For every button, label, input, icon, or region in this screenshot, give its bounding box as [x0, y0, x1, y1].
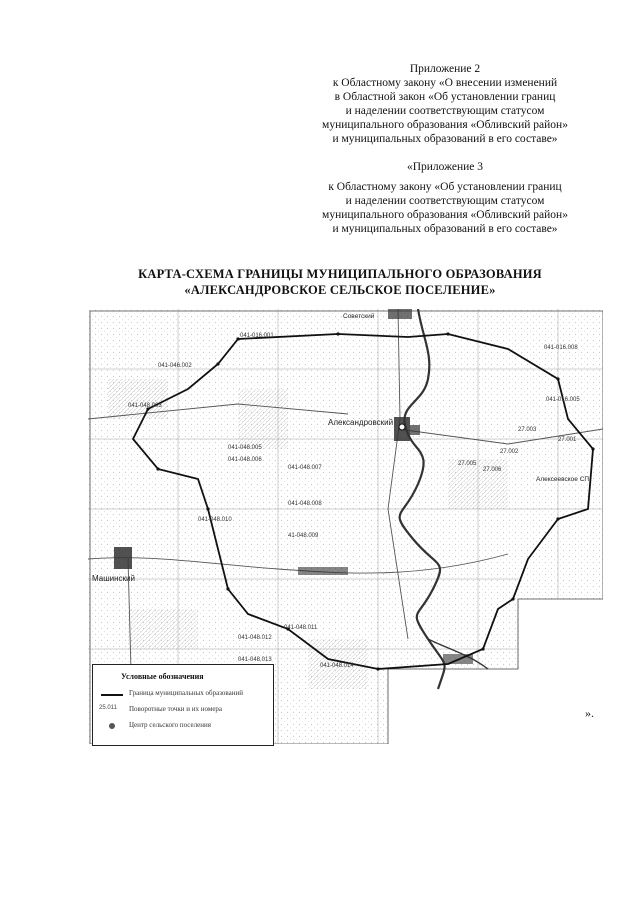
appendix-2-line: и муниципальных образований в его составе»: [332, 133, 558, 145]
boundary-point-label: 041-046.002: [158, 363, 192, 369]
appendix-2-line: муниципального образования «Обливский район»: [322, 119, 568, 131]
appendix-2-line: в Областной закон «Об установлении границ: [334, 91, 556, 103]
boundary-point-label: 27.006: [483, 467, 502, 473]
boundary-point-label: 041-048.005: [228, 445, 262, 451]
boundary-point-label: 041-016.001: [240, 333, 274, 339]
map-title-line-2: «АЛЕКСАНДРОВСКОЕ СЕЛЬСКОЕ ПОСЕЛЕНИЕ»: [184, 283, 496, 297]
settlement-label-main: Александровский: [328, 418, 394, 427]
settlement-label-east: Алексеевское СП: [536, 476, 590, 483]
boundary-point-label: 27.002: [500, 449, 519, 455]
map-blank-area: [519, 600, 603, 744]
appendix-3-title: «Приложение 3: [406, 161, 484, 173]
boundary-point-label: 041-048.010: [198, 517, 232, 523]
boundary-point-label: 27.001: [558, 437, 577, 443]
boundary-point-label: 041-048.003: [128, 403, 162, 409]
legend-label: Поворотные точки и их номера: [129, 705, 223, 713]
appendix-3-line: и наделении соответствующим статусом: [345, 195, 545, 207]
appendix-3-header: [290, 160, 600, 236]
map-title: [60, 266, 620, 298]
appendix-2-title: Приложение 2: [409, 63, 481, 75]
boundary-point-label: 27.005: [458, 461, 477, 467]
settlement-label-north: Советский: [343, 313, 375, 320]
boundary-point-label: 041-048.007: [288, 465, 322, 471]
legend-point-sample: 25.011: [99, 705, 117, 711]
closing-quote-mark: ».: [585, 706, 594, 720]
boundary-point-label: 041-016.008: [544, 345, 578, 351]
legend-label: Граница муниципальных образований: [129, 689, 243, 697]
legend-title: Условные обозначения: [121, 672, 204, 681]
boundary-point-label: 041-048.013: [238, 657, 272, 663]
appendix-3-line: к Областному закону «Об установлении границ: [328, 181, 562, 193]
boundary-point-label: 041-048.006: [228, 457, 262, 463]
boundary-point-label: 041-016.005: [546, 397, 580, 403]
appendix-3-line: муниципального образования «Обливский район»: [322, 209, 568, 221]
boundary-point-label: 041-048.011: [284, 625, 318, 631]
appendix-2-line: к Областному закону «О внесении изменений: [332, 77, 558, 89]
boundary-point-label: 27.003: [518, 427, 537, 433]
legend-row-centre: [99, 721, 269, 731]
appendix-2-line: и наделении соответствующим статусом: [345, 105, 545, 117]
boundary-point-label: 041-048.012: [238, 635, 272, 641]
legend-row-boundary: [99, 689, 269, 699]
map-legend: [92, 664, 274, 746]
boundary-point-label: 041-048.008: [288, 501, 322, 507]
legend-row-points: [99, 705, 269, 715]
boundary-point-label: 41-048.009: [288, 533, 319, 539]
settlement-centre-icon: [399, 424, 405, 430]
settlement-label-west: Машинский: [92, 574, 135, 583]
boundary-line-icon: [99, 689, 125, 699]
boundary-point-label: 041-048.014: [320, 663, 354, 669]
settlement-centre-icon: [99, 721, 125, 731]
legend-label: Центр сельского поселения: [129, 721, 211, 729]
appendix-2-header: [290, 62, 600, 146]
appendix-3-line: и муниципальных образований в его составе»: [332, 223, 558, 235]
map-title-line-1: КАРТА-СХЕМА ГРАНИЦЫ МУНИЦИПАЛЬНОГО ОБРАЗОВАНИЯ: [138, 267, 542, 281]
map-blank-area: [389, 670, 519, 744]
